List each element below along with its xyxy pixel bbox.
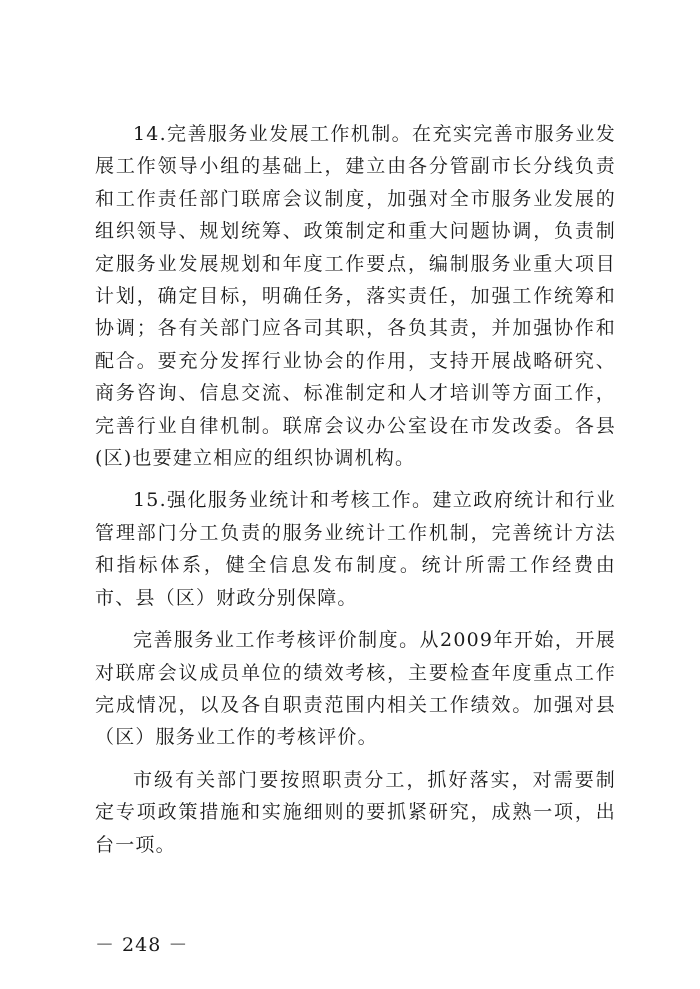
- paragraph-statistics-assessment: 15.强化服务业统计和考核工作。建立政府统计和行业管理部门分工负责的服务业统计工作机制，完善统计方法和指标体系，健全信息发布制度。统计所需工作经费由市、县（区）财政分别保障。: [95, 489, 616, 609]
- paragraph-implementation: 市级有关部门要按照职责分工，抓好落实，对需要制定专项政策措施和实施细则的要抓紧研究，成熟一项，出台一项。: [95, 768, 616, 856]
- paragraph-evaluation-system: 完善服务业工作考核评价制度。从2009年开始，开展对联席会议成员单位的绩效考核，主要检查年度重点工作完成情况，以及各自职责范围内相关工作绩效。加强对县（区）服务业工作的考核评价。: [95, 629, 616, 749]
- document-body: [95, 118, 616, 861]
- page-number: － 248 －: [95, 934, 189, 956]
- paragraph-service-mechanism: 14.完善服务业发展工作机制。在充实完善市服务业发展工作领导小组的基础上，建立由各分管副市长分线负责和工作责任部门联席会议制度，加强对全市服务业发展的组织领导、规划统筹、政策制定和重大问题协调，负责制定服务业发展规划和年度工作要点，编制服务业重大项目计划，确定目标，明确任务，落实责任，加强工作统筹和协调；各有关部门应各司其职，各负其责，并加强协作和配合。要充分发挥行业协会的作用，支持开展战略研究、商务咨询、信息交流、标准制定和人才培训等方面工作，完善行业自律机制。联席会议办公室设在市发改委。各县(区)也要建立相应的组织协调机构。: [95, 123, 616, 470]
